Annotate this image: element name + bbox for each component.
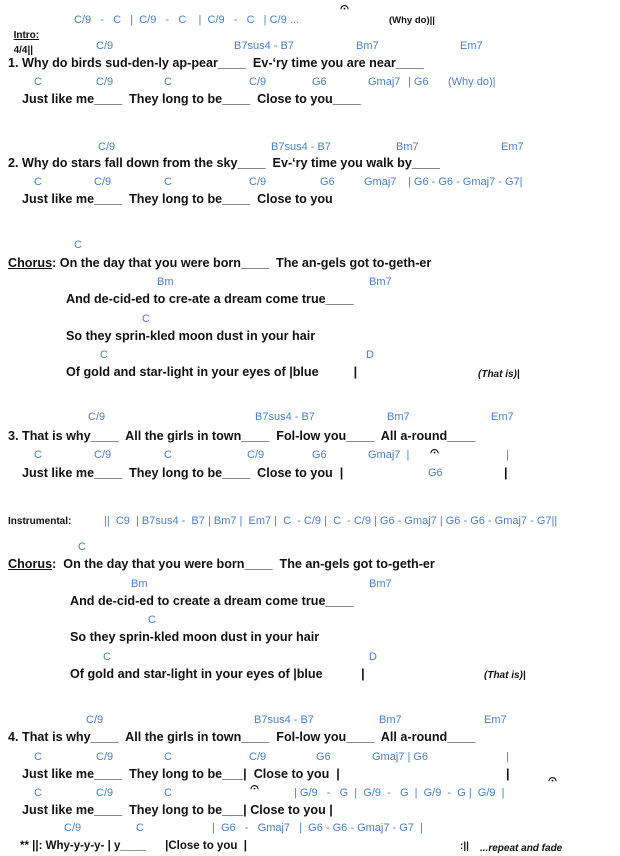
fade-instruction: ...repeat and fade (480, 843, 563, 854)
intro-line (8, 13, 39, 58)
chord: | G6 (408, 76, 429, 88)
cue-text: (That is)| (478, 369, 520, 380)
chord: D (366, 349, 374, 361)
chord: C/9 (96, 40, 114, 52)
chord: Bm7 (387, 411, 410, 423)
chord: Gmaj7 | (368, 449, 410, 461)
chord: C (164, 76, 172, 88)
chord: | G6 - G6 - Gmaj7 - G7| (408, 176, 523, 188)
chord: C (34, 787, 42, 799)
chord: Bm (157, 276, 174, 288)
chord: C/9 (64, 822, 82, 834)
chord: C (148, 614, 156, 626)
lyric-line: ** ||: Why-y-y-y- | y____ |Close to you | (20, 840, 247, 852)
lyric-line: Just like me____ They long to be___| Close to you | (22, 767, 340, 781)
chord: Bm7 (356, 40, 379, 52)
chord: Bm7 (369, 578, 392, 590)
chord: C/9 (94, 449, 112, 461)
chord: C/9 (247, 449, 265, 461)
chord: Gmaj7 | G6 (372, 751, 429, 763)
cue-text: (That is)| (484, 670, 526, 681)
instrumental-label: Instrumental: (8, 516, 72, 527)
chord: C/9 (96, 787, 114, 799)
chord: | (506, 751, 509, 763)
chord: C (164, 449, 172, 461)
chord: Em7 (460, 40, 483, 52)
intro-chords: C/9 - C | C/9 - C | C/9 - C | C/9 ... (74, 14, 299, 26)
chord: Bm7 (396, 141, 419, 153)
chord: C (74, 239, 82, 251)
lyric-line: Just like me____ They long to be____ Close to you____ (22, 92, 361, 106)
chord: C/9 (86, 714, 104, 726)
repeat-end: :|| (460, 841, 469, 852)
lyric-line: 1. Why do birds sud-den-ly ap-pear____ Ev-‘ry time you are near____ (8, 56, 424, 70)
lyric-line: And de-cid-ed to create a dream come true____ (70, 594, 354, 608)
chord: | G/9 - G | G/9 - G | G/9 - G | G/9 | (294, 787, 505, 799)
chord: Em7 (491, 411, 514, 423)
chord: C/9 (94, 176, 112, 188)
chord: | (506, 449, 509, 461)
chord: C (34, 176, 42, 188)
chord: Em7 (501, 141, 524, 153)
chord: (Why do)| (448, 76, 496, 88)
chord: G6 (312, 76, 327, 88)
chord: C/9 (96, 751, 114, 763)
chord: Bm (131, 578, 148, 590)
lyric-line: And de-cid-ed to cre-ate a dream come true____ (66, 292, 354, 306)
chord: D (369, 651, 377, 663)
chord: C/9 (88, 411, 106, 423)
lyric-line: So they sprin-kled moon dust in your hair (66, 329, 316, 343)
chord: C (164, 751, 172, 763)
chord: Gmaj7 (368, 76, 401, 88)
intro-label: Intro: (13, 30, 40, 41)
lyric-line: : On the day that you were born____ The an-gels got to-geth-er (52, 557, 435, 571)
chord: C (164, 787, 172, 799)
chord: C (34, 751, 42, 763)
chorus-label: Chorus (8, 557, 53, 571)
lyric-line: Just like me____ They long to be____ Close to you (22, 192, 333, 206)
chord: G6 (316, 751, 331, 763)
chord: G6 (428, 467, 443, 479)
lyric-line: 3. That is why____ All the girls in town____ Fol-low you____ All a-round____ (8, 429, 476, 443)
chord: Bm7 (379, 714, 402, 726)
fermata-icon (548, 774, 557, 783)
chord: C/9 (96, 76, 114, 88)
chord: Em7 (484, 714, 507, 726)
fermata-icon (430, 446, 439, 455)
chorus-line (8, 256, 431, 271)
fermata-icon (250, 782, 259, 791)
chord: C (136, 822, 144, 834)
chord: C (103, 651, 111, 663)
intro-tail: (Why do)|| (389, 15, 435, 26)
chord: B7sus4 - B7 (271, 141, 331, 153)
chord: C/9 (249, 176, 267, 188)
chord: G6 (312, 449, 327, 461)
lyric-line: Just like me____ They long to be___| Close to you | (22, 803, 333, 817)
chord: | G6 - Gmaj7 | G6 - G6 - Gmaj7 - G7 | (212, 822, 423, 834)
chord: B7sus4 - B7 (234, 40, 294, 52)
chord: G6 (320, 176, 335, 188)
chord: C/9 (98, 141, 116, 153)
intro-meter: 4/4|| (13, 45, 34, 56)
lyric-line: 4. That is why____ All the girls in town____ Fol-low you____ All a-round____ (8, 730, 476, 744)
instrumental-chords: || C9 | B7sus4 - B7 | Bm7 | Em7 | C - C/9 | C - C/9 | G6 - Gmaj7 | G6 - G6 - Gmaj7 - G7|| (104, 515, 558, 527)
chord: C (100, 349, 108, 361)
chord: C/9 (249, 76, 267, 88)
chord: B7sus4 - B7 (254, 714, 314, 726)
lyric-line: Of gold and star-light in your eyes of |blue | (66, 365, 358, 379)
lyric-line: 2. Why do stars fall down from the sky____ Ev-‘ry time you walk by____ (8, 156, 440, 170)
lyric-line: So they sprin-kled moon dust in your hair (70, 630, 320, 644)
barline: | (506, 767, 510, 781)
chorus-label: Chorus (8, 256, 53, 270)
chorus-line (8, 557, 435, 572)
barline: | (504, 466, 508, 480)
chord: C (34, 76, 42, 88)
chord: C (34, 449, 42, 461)
chord: Bm7 (369, 276, 392, 288)
lyric-line: Just like me____ They long to be____ Close to you | (22, 466, 344, 480)
chord: Gmaj7 (364, 176, 397, 188)
chord: B7sus4 - B7 (255, 411, 315, 423)
chord: C (164, 176, 172, 188)
lyric-line: : On the day that you were born____ The an-gels got to-geth-er (52, 256, 432, 270)
lyric-line: Of gold and star-light in your eyes of |blue | (70, 667, 365, 681)
fermata-icon (340, 2, 349, 11)
chord: C (142, 313, 150, 325)
chord: C (78, 541, 86, 553)
chord: C/9 (249, 751, 267, 763)
